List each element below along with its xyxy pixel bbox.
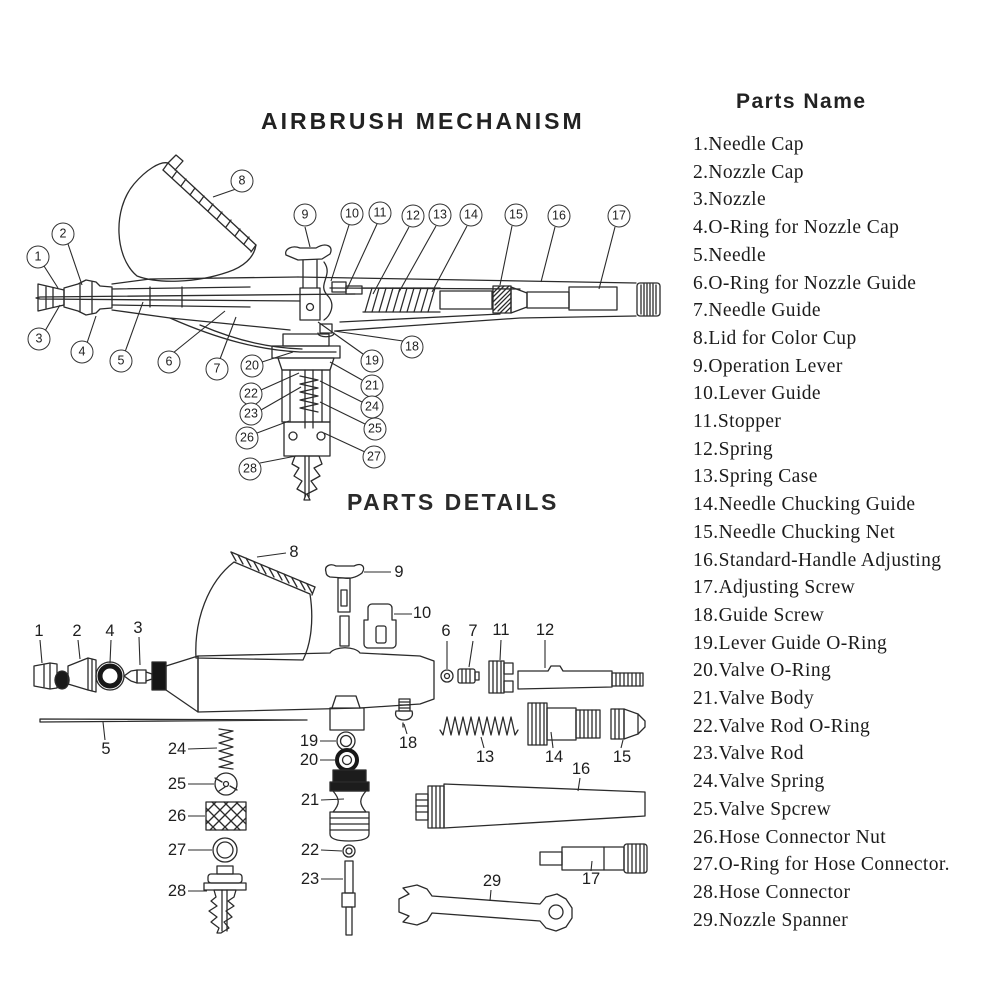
mechanism-callout-24: 24 (361, 396, 384, 419)
detail-label-7: 7 (468, 621, 478, 640)
parts-list-item: 29.Nozzle Spanner (693, 909, 849, 931)
detail-label-27: 27 (167, 840, 187, 859)
parts-list-item: 14.Needle Chucking Guide (693, 494, 916, 516)
detail-label-25: 25 (167, 774, 187, 793)
parts-list-item: 27.O-Ring for Hose Connector. (693, 854, 950, 876)
parts-list-item: 15.Needle Chucking Net (693, 521, 896, 543)
detail-label-15: 15 (612, 747, 632, 766)
detail-label-10: 10 (412, 603, 432, 622)
detail-label-13: 13 (475, 747, 495, 766)
detail-label-2: 2 (72, 621, 82, 640)
mechanism-callout-3: 3 (28, 328, 51, 351)
parts-list-item: 18.Guide Screw (693, 604, 825, 626)
parts-list-item: 11.Stopper (693, 411, 782, 433)
mechanism-callout-15: 15 (505, 204, 528, 227)
mechanism-callout-9: 9 (294, 204, 317, 227)
detail-label-14: 14 (544, 747, 564, 766)
parts-list-item: 20.Valve O-Ring (693, 660, 832, 682)
mechanism-callout-1: 1 (27, 246, 50, 269)
mechanism-callout-2: 2 (52, 223, 75, 246)
detail-label-24: 24 (167, 739, 187, 758)
parts-name-heading: Parts Name (736, 90, 867, 113)
parts-list-item: 25.Valve Spcrew (693, 798, 832, 820)
parts-list-item: 7.Needle Guide (693, 300, 821, 322)
parts-list-item: 9.Operation Lever (693, 355, 843, 377)
detail-label-29: 29 (482, 871, 502, 890)
mechanism-callout-18: 18 (401, 336, 424, 359)
mechanism-callout-5: 5 (110, 350, 133, 373)
mechanism-callout-11: 11 (369, 202, 392, 225)
detail-label-23: 23 (300, 869, 320, 888)
parts-list-item: 24.Valve Spring (693, 771, 825, 793)
parts-details-title: PARTS DETAILS (347, 489, 559, 515)
detail-label-18: 18 (398, 733, 418, 752)
mechanism-callout-7: 7 (206, 358, 229, 381)
detail-label-11: 11 (492, 620, 510, 639)
mechanism-callout-12: 12 (402, 205, 425, 228)
detail-label-28: 28 (167, 881, 187, 900)
mechanism-callout-6: 6 (158, 351, 181, 374)
parts-list-item: 26.Hose Connector Nut (693, 826, 887, 848)
parts-list-item: 17.Adjusting Screw (693, 577, 856, 599)
detail-label-16: 16 (571, 759, 591, 778)
mechanism-callout-17: 17 (608, 205, 631, 228)
parts-list-item: 5.Needle (693, 244, 767, 266)
parts-list-item: 1.Needle Cap (693, 134, 804, 155)
parts-list-item: 8.Lid for Color Cup (693, 327, 857, 349)
mechanism-callout-20: 20 (241, 355, 264, 378)
mechanism-callout-13: 13 (429, 204, 452, 227)
detail-label-8: 8 (289, 542, 299, 561)
mechanism-callout-4: 4 (71, 341, 94, 364)
detail-label-12: 12 (535, 620, 555, 639)
mechanism-callout-28: 28 (239, 458, 262, 481)
detail-label-22: 22 (300, 840, 320, 859)
detail-label-6: 6 (441, 621, 451, 640)
mechanism-callout-16: 16 (548, 205, 571, 228)
parts-list-item: 28.Hose Connector (693, 881, 851, 903)
mechanism-callout-23: 23 (240, 403, 263, 426)
mechanism-callout-8: 8 (231, 170, 254, 193)
mechanism-callout-19: 19 (361, 350, 384, 373)
parts-list-item: 19.Lever Guide O-Ring (693, 632, 888, 654)
mechanism-callout-21: 21 (361, 375, 384, 398)
parts-name-list (693, 131, 998, 934)
detail-label-1: 1 (34, 621, 44, 640)
mechanism-callout-27: 27 (363, 446, 386, 469)
details-drawing (34, 552, 647, 935)
parts-list-item: 10.Lever Guide (693, 383, 821, 405)
parts-list-item: 16.Standard-Handle Adjusting (693, 549, 942, 571)
mechanism-callout-26: 26 (236, 427, 259, 450)
mechanism-callout-10: 10 (341, 203, 364, 226)
parts-list-item: 12.Spring (693, 438, 773, 460)
parts-list-item: 21.Valve Body (693, 688, 815, 710)
detail-label-20: 20 (299, 750, 319, 769)
mechanism-callout-22: 22 (240, 383, 263, 406)
parts-list-item: 13.Spring Case (693, 466, 818, 488)
detail-label-26: 26 (167, 806, 187, 825)
mechanism-callout-14: 14 (460, 204, 483, 227)
detail-label-21: 21 (300, 790, 320, 809)
detail-label-19: 19 (299, 731, 319, 750)
mechanism-title: AIRBRUSH MECHANISM (261, 108, 585, 134)
parts-list-item: 2.Nozzle Cap (693, 161, 804, 183)
detail-label-5: 5 (101, 739, 111, 758)
parts-list-item: 4.O-Ring for Nozzle Cap (693, 217, 900, 239)
parts-list-item: 3.Nozzle (693, 189, 767, 211)
mechanism-callout-25: 25 (364, 418, 387, 441)
parts-list-item: 6.O-Ring for Nozzle Guide (693, 272, 917, 294)
parts-list-item: 23.Valve Rod (693, 743, 804, 765)
parts-list-item: 22.Valve Rod O-Ring (693, 715, 871, 737)
detail-label-17: 17 (581, 869, 601, 888)
detail-label-9: 9 (394, 562, 404, 581)
detail-label-4: 4 (105, 621, 115, 640)
detail-label-3: 3 (133, 618, 143, 637)
